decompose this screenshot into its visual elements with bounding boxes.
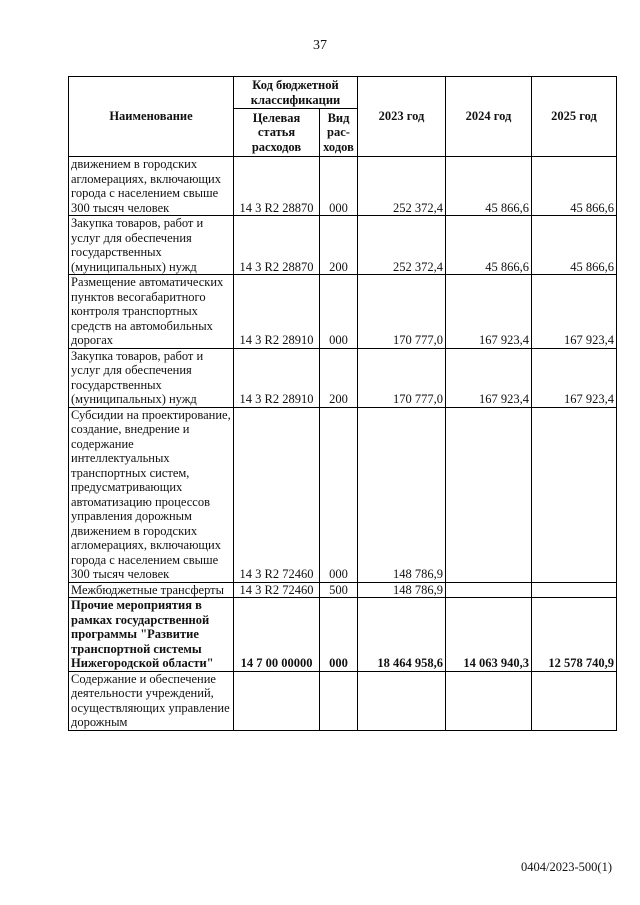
row-vid-code: 000 (320, 157, 358, 216)
row-name: Закупка товаров, работ и услуг для обеспечения государственных (муниципальных) нужд (69, 348, 234, 407)
row-target-code: 14 3 R2 72460 (234, 582, 320, 598)
table-row (69, 216, 617, 275)
row-value-2025: 167 923,4 (532, 275, 617, 349)
row-name: Прочие мероприятия в рамках государственной программы "Развитие транспортной системы Нижегородской области" (69, 598, 234, 672)
row-name: Содержание и обеспечение деятельности учреждений, осуществляющих управление дорожным (69, 671, 234, 730)
row-value-2024 (446, 671, 532, 730)
table-row (69, 671, 617, 730)
table-row (69, 598, 617, 672)
row-value-2025: 45 866,6 (532, 157, 617, 216)
row-vid-code: 000 (320, 407, 358, 582)
row-vid-code: 000 (320, 275, 358, 349)
row-value-2024: 167 923,4 (446, 348, 532, 407)
row-value-2025 (532, 582, 617, 598)
row-value-2023 (358, 671, 446, 730)
row-name: Размещение автоматических пунктов весогабаритного контроля транспортных средств на автомобильных дорогах (69, 275, 234, 349)
row-value-2025: 12 578 740,9 (532, 598, 617, 672)
row-vid-code (320, 671, 358, 730)
row-value-2024 (446, 407, 532, 582)
row-value-2023: 148 786,9 (358, 407, 446, 582)
header-target: Целевая статья расходов (234, 109, 320, 157)
header-code-group: Код бюджетной классификации (234, 77, 358, 109)
row-value-2024: 14 063 940,3 (446, 598, 532, 672)
table-row (69, 582, 617, 598)
header-vid: Вид рас-ходов (320, 109, 358, 157)
row-vid-code: 000 (320, 598, 358, 672)
row-target-code: 14 3 R2 28870 (234, 157, 320, 216)
row-value-2023: 170 777,0 (358, 275, 446, 349)
row-target-code (234, 671, 320, 730)
row-target-code: 14 3 R2 28910 (234, 275, 320, 349)
row-value-2023: 170 777,0 (358, 348, 446, 407)
table-body (69, 157, 617, 731)
header-name: Наименование (69, 77, 234, 157)
row-name: движением в городских агломерациях, включающих города с населением свыше 300 тысяч человек (69, 157, 234, 216)
row-name: Субсидии на проектирование, создание, внедрение и содержание интеллектуальных транспортных систем, предусматривающих автоматизацию процессов управления дорожным движением в городских агломерациях, включающих города с населением свыше 300 тысяч человек (69, 407, 234, 582)
row-vid-code: 200 (320, 216, 358, 275)
row-target-code: 14 3 R2 28910 (234, 348, 320, 407)
table-row (69, 275, 617, 349)
row-vid-code: 200 (320, 348, 358, 407)
header-2023: 2023 год (358, 77, 446, 157)
row-target-code: 14 7 00 00000 (234, 598, 320, 672)
table-header (69, 77, 617, 157)
row-value-2023: 18 464 958,6 (358, 598, 446, 672)
table-row (69, 157, 617, 216)
row-name: Межбюджетные трансферты (69, 582, 234, 598)
table-row (69, 407, 617, 582)
row-value-2025: 167 923,4 (532, 348, 617, 407)
header-2024: 2024 год (446, 77, 532, 157)
page-number: 37 (313, 38, 327, 53)
row-value-2025: 45 866,6 (532, 216, 617, 275)
row-value-2023: 148 786,9 (358, 582, 446, 598)
row-value-2024: 45 866,6 (446, 157, 532, 216)
row-name: Закупка товаров, работ и услуг для обеспечения государственных (муниципальных) нужд (69, 216, 234, 275)
document-code: 0404/2023-500(1) (521, 860, 612, 874)
row-value-2025 (532, 671, 617, 730)
table-row (69, 348, 617, 407)
header-2025: 2025 год (532, 77, 617, 157)
budget-table (68, 76, 617, 731)
row-vid-code: 500 (320, 582, 358, 598)
row-value-2025 (532, 407, 617, 582)
row-value-2024 (446, 582, 532, 598)
row-value-2024: 45 866,6 (446, 216, 532, 275)
row-target-code: 14 3 R2 72460 (234, 407, 320, 582)
row-value-2024: 167 923,4 (446, 275, 532, 349)
row-value-2023: 252 372,4 (358, 157, 446, 216)
row-target-code: 14 3 R2 28870 (234, 216, 320, 275)
row-value-2023: 252 372,4 (358, 216, 446, 275)
